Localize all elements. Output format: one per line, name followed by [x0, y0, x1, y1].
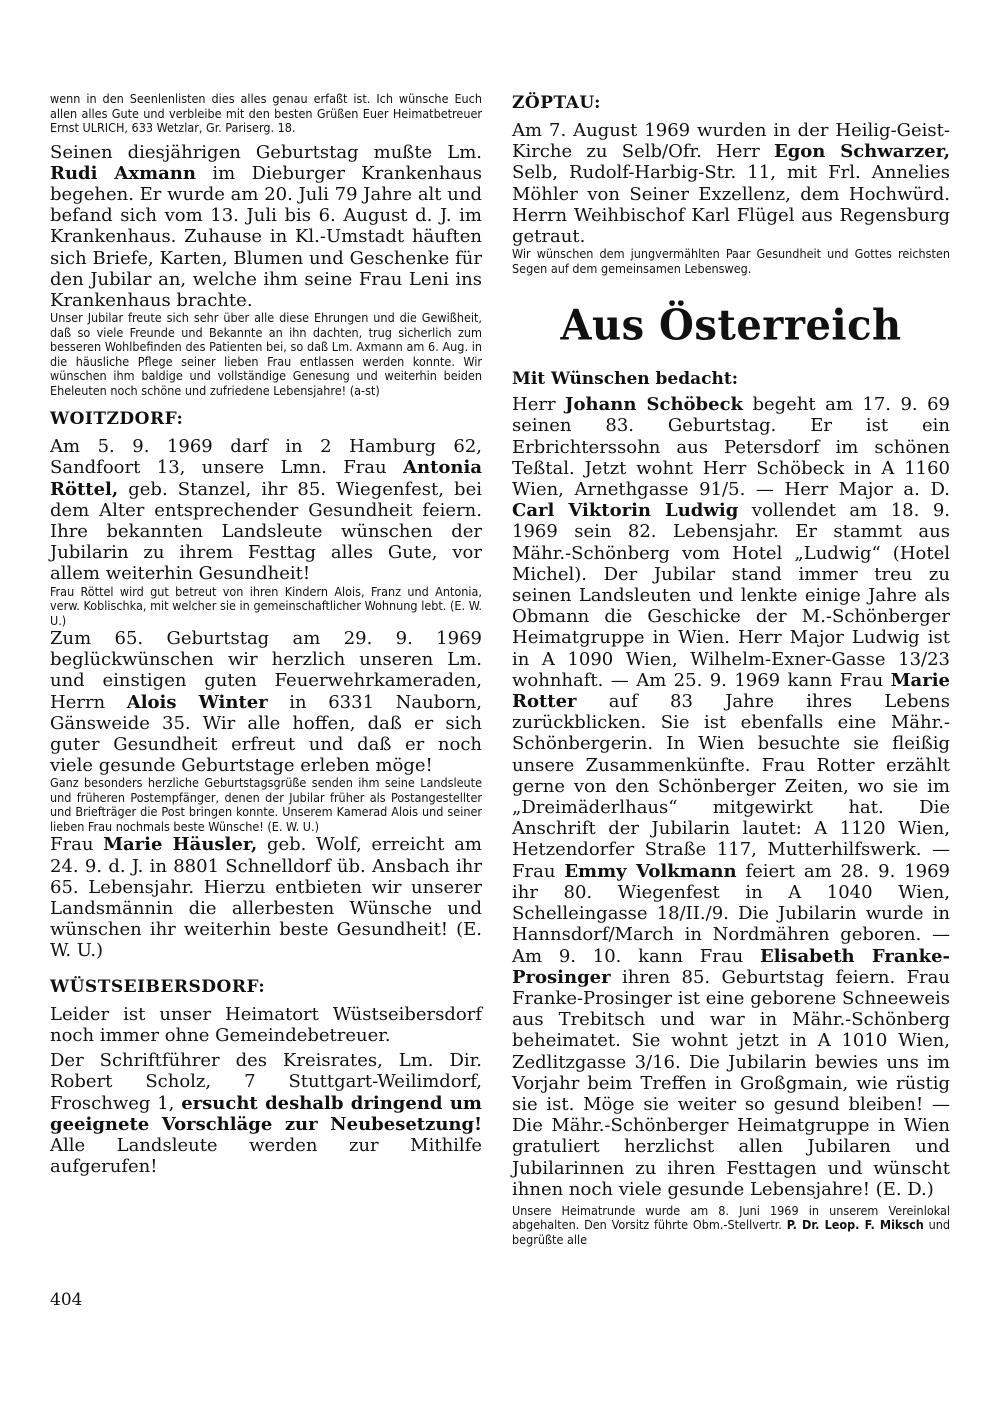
section-title-austria: Aus Österreich [560, 301, 902, 351]
austria-main-paragraph [512, 394, 950, 1200]
wuest-bold-request: ersucht deshalb dringend um geeignete Vorschläge zur Neubesetzung! [50, 1092, 482, 1135]
winter-text-b: in 6331 Nauborn, Gänsweide 35. Wir alle hoffen, daß er sich guter Gesundheit erfreut und daß er noch viele gesunde Geburtstage erleben möge! [50, 691, 482, 777]
final-text-b: und begrüßte alle [512, 1217, 951, 1247]
haeusler-text-b: geb. Wolf, erreicht am 24. 9. d. J. in 8801 Schnelldorf üb. Ansbach ihr 65. Lebensjahr. Hierzu entbieten wir unserer Landsmännin die allerbesten Wünsche und wünschen ihr weiterhin beste Gesundheit! (E. W. U.) [50, 834, 482, 962]
austria-text-4: auf 83 Jahre ihres Lebens zurückblicken. Sie ist ebenfalls eine Mähr.-Schönbergerin. In Wien besuchte sie fleißig unsere Zusammenkünfte. Frau Rotter erzählt gerne von den Schönberger Zeiten, wo sie im „Dreimäderlhaus“ mitgewirkt hat. Die Anschrift der Jubilarin lautet: A 1120 Wien, Hetzendorfer Straße 117, Mutterhilfswerk. — Frau [512, 691, 950, 882]
roettel-name: Antonia Röttel, [50, 457, 482, 500]
axmann-name: Rudi Axmann [50, 162, 196, 184]
name-schoebeck: Johann Schöbeck [565, 394, 744, 416]
zoeptau-name: Egon Schwarzer, [773, 141, 951, 163]
austria-text-2: begeht am 17. 9. 69 seinen 83. Geburtstag. Er ist ein Erbrichterssohn aus Petersdorf im schönen Teßtal. Jetzt wohnt Herr Schöbeck in A 1160 Wien, Arnethgasse 91/5. — Herr Major a. D. [512, 394, 950, 501]
winter-small-paragraph: Ganz besonders herzliche Geburtstagsgrüße senden ihm seine Landsleute und früheren Postempfänger, denen der Jubilar früher als Postangestellter und Briefträger die Post bringen konnte. Unserem Kamerad Alois und seiner lieben Frau nochmals beste Wünsche! (E. W. U.) [50, 775, 482, 834]
name-volkmann: Emmy Volkmann [564, 860, 737, 882]
zoeptau-text-b: Selb, Rudolf-Harbig-Str. 11, mit Frl. Annelies Möhler von Seiner Exzellenz, dem Hochwürd. Herrn Weihbischof Karl Flügel aus Regensburg getraut. [512, 162, 950, 248]
intro-paragraph: wenn in den Seenlenlisten dies alles genau erfaßt ist. Ich wünsche Euch allen alles Gute und verbleibe mit den besten Grüßen Euer Heimatbetreuer Ernst ULRICH, 633 Wetzlar, Gr. Pariserg. 18. [50, 91, 482, 135]
haeusler-text-a: Frau [50, 834, 94, 856]
wuest-text-b: Alle Landsleute werden zur Mithilfe aufgerufen! [50, 1134, 482, 1178]
zoeptau-small-paragraph: Wir wünschen dem jungvermählten Paar Gesundheit und Gottes reichsten Segen auf dem gemeinsamen Lebensweg. [512, 246, 950, 276]
name-ludwig: Carl Viktorin Ludwig [512, 500, 739, 522]
axmann-paragraph [50, 142, 482, 312]
woitzdorf-heading: WOITZDORF: [50, 409, 184, 430]
wuest-paragraph-1: Leider ist unser Heimatort Wüstseibersdorf noch immer ohne Gemeindebetreuer. [50, 1003, 482, 1046]
haeusler-paragraph [50, 834, 482, 961]
name-miksch: P. Dr. Leop. F. Miksch [786, 1217, 924, 1233]
wuest-paragraph-2 [50, 1050, 482, 1177]
name-franke-prosinger: Elisabeth Franke-Prosinger [512, 945, 951, 988]
roettel-small-paragraph: Frau Röttel wird gut betreut von ihren Kindern Alois, Franz und Antonia, verw. Koblischka, mit welcher sie in gemeinschaftlicher Wohnung lebt. (E. W. U.) [50, 583, 482, 628]
final-text-a: Unsere Heimatrunde wurde am 8. Juni 1969 in unserem Vereinlokal abgehalten. Den Vorsitz führte Obm.-Stellvertr. [512, 1202, 950, 1233]
haeusler-name: Marie Häusler, [103, 834, 258, 856]
axmann-text-b: im Dieburger Krankenhaus begehen. Er wurde am 20. Juli 79 Jahre alt und befand sich vom 13. Juli bis 6. August d. J. im Krankenhaus. Zuhause in Kl.-Umstadt häuften sich Briefe, Karten, Blumen und Geschenke für den Jubilar an, welche ihm seine Frau Leni ins Krankenhaus brachte. [50, 162, 482, 311]
page-number: 404 [50, 1290, 83, 1310]
wishes-heading: Mit Wünschen bedacht: [512, 369, 738, 390]
roettel-text-b: geb. Stanzel, ihr 85. Wiegenfest, bei dem Alter entsprechender Gesundheit feiern. Ihre bekannten Landsleute wünschen der Jubilarin zu ihrem Festtag alles Gute, vor allem weiterhin Gesundheit! [50, 478, 482, 585]
zoeptau-paragraph [512, 120, 950, 247]
left-column [50, 92, 482, 1177]
roettel-text-a: Am 5. 9. 1969 darf in 2 Hamburg 62, Sandfoort 13, unsere Lmn. Frau [50, 436, 482, 479]
roettel-paragraph [50, 436, 482, 584]
winter-paragraph [50, 628, 482, 776]
name-rotter: Marie Rotter [512, 669, 950, 713]
right-column [512, 92, 950, 1247]
austria-text-5: feiert am 28. 9. 1969 ihr 80. Wiegenfest in A 1040 Wien, Schelleingasse 18/II./9. Die Jubilarin wurde in Hannsdorf/March in Nordmähren geboren. — Am 9. 10. kann Frau [512, 860, 950, 967]
austria-text-6: ihren 85. Geburtstag feiern. Frau Franke-Prosinger ist eine geborene Schneeweis aus Trebitsch und war in Mähr.-Schönberg beheimatet. Sie wohnt jetzt in A 1010 Wien, Zedlitzgasse 3/16. Die Jubilarin bewies uns im Vorjahr beim Treffen in Großgmain, wie rüstig sie ist. Möge sie weiter so gesund bleiben! — Die Mähr.-Schönberger Heimatgruppe in Wien gratuliert herzlichst allen Jubilaren und Jubilarinnen zu ihren Festtagen und wünscht ihnen noch viele gesunde Lebensjahre! (E. D.) [512, 966, 950, 1200]
winter-name: Alois Winter [126, 691, 268, 713]
wuestseibersdorf-heading: WÜSTSEIBERSDORF: [50, 976, 266, 997]
austria-text-1: Herr [512, 394, 556, 416]
final-small-paragraph [512, 1204, 950, 1248]
winter-text-a: Zum 65. Geburtstag am 29. 9. 1969 beglückwünschen wir herzlich unseren Lm. und einstigen guten Feuerwehrkameraden, Herrn [50, 628, 482, 713]
axmann-small-paragraph: Unser Jubilar freute sich sehr über alle diese Ehrungen und die Gewißheit, daß so viele Freunde und Bekannte an ihn dachten, trug sicherlich zum besseren Wohlbefinden des Patienten bei, so daß Lm. Axmann am 6. Aug. in die häusliche Pflege seiner lieben Frau entlassen werden konnte. Wir wünschen ihm baldige und vollständige Genesung und weiterhin beiden Eheleuten noch schöne und zufriedene Lebensjahre! (a-st) [50, 310, 482, 398]
wuest-text-a: Der Schriftführer des Kreisrates, Lm. Dir. Robert Scholz, 7 Stuttgart-Weilimdorf, Froschweg 1, [50, 1050, 482, 1114]
austria-text-3: vollendet am 18. 9. 1969 sein 82. Lebensjahr. Er stammt aus Mähr.-Schönberg vom Hotel „Ludwig“ (Hotel Michel). Der Jubilar stand immer treu zu seinen Landsleuten und lenkte einige Jahre als Obmann die Geschicke der M.-Schönberger Heimatgruppe in Wien. Herr Major Ludwig ist in A 1090 Wien, Wilhelm-Exner-Gasse 13/23 wohnhaft. — Am 25. 9. 1969 kann Frau [512, 500, 950, 691]
zoeptau-text-a: Am 7. August 1969 wurden in der Heilig-Geist-Kirche zu Selb/Ofr. Herr [512, 120, 950, 163]
axmann-text-a: Seinen diesjährigen Geburtstag mußte Lm. [50, 141, 482, 163]
zoeptau-heading: ZÖPTAU: [512, 93, 601, 113]
